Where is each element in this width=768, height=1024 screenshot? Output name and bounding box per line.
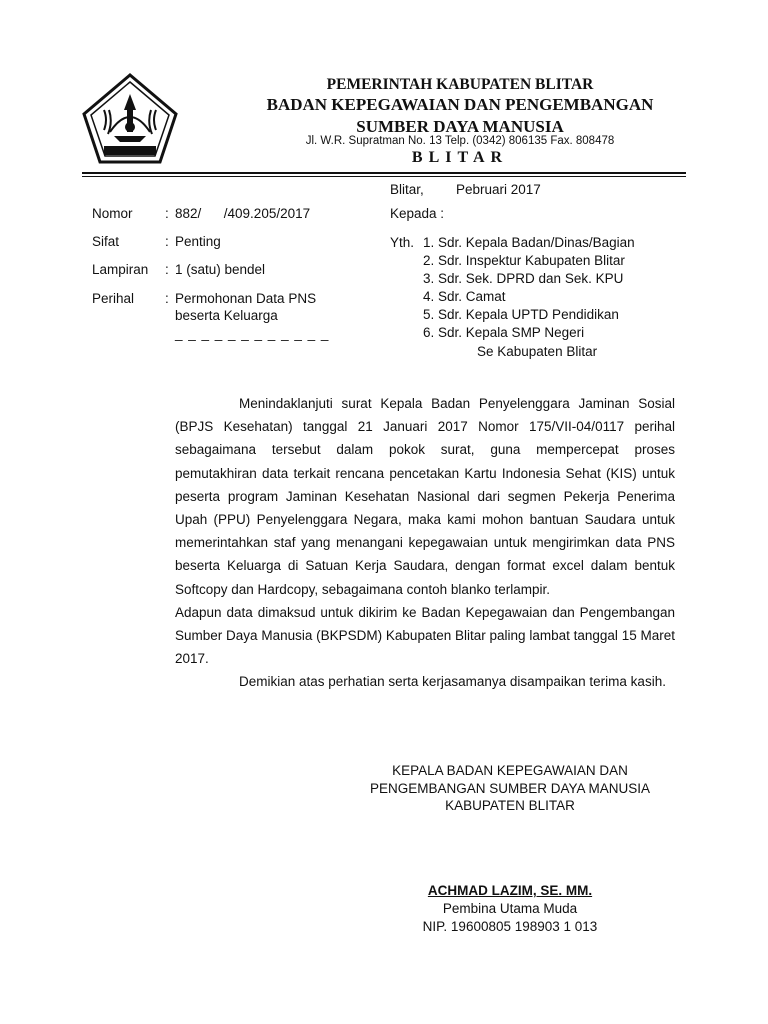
letter-place: Blitar, bbox=[390, 182, 424, 197]
nomor-colon: : bbox=[165, 206, 169, 221]
recipient-scope: Se Kabupaten Blitar bbox=[477, 344, 598, 359]
perihal-colon: : bbox=[165, 291, 169, 306]
letterhead-city: BLITAR bbox=[411, 149, 509, 166]
recipient-item: 5. Sdr. Kepala UPTD Pendidikan bbox=[423, 307, 619, 322]
perihal-underline: _ _ _ _ _ _ _ _ _ _ _ _ bbox=[175, 326, 330, 341]
nomor-value: 882/ /409.205/2017 bbox=[175, 206, 311, 221]
recipient-item: 2. Sdr. Inspektur Kabupaten Blitar bbox=[423, 253, 625, 268]
body-paragraph-3: Demikian atas perhatian serta kerjasamanya disampaikan terima kasih. bbox=[239, 674, 666, 690]
lampiran-value: 1 (satu) bendel bbox=[175, 262, 266, 277]
signatory-nip: NIP. 19600805 198903 1 013 bbox=[422, 919, 598, 934]
signatory-name: ACHMAD LAZIM, SE. MM. bbox=[427, 883, 593, 898]
signatory-rank: Pembina Utama Muda bbox=[442, 901, 578, 916]
letterhead-government: PEMERINTAH KABUPATEN BLITAR bbox=[326, 76, 594, 93]
recipient-item: 1. Sdr. Kepala Badan/Dinas/Bagian bbox=[423, 235, 635, 250]
letter-body bbox=[175, 392, 675, 694]
letterhead-address: Jl. W.R. Supratman No. 13 Telp. (0342) 806135 Fax. 808478 bbox=[305, 135, 615, 147]
kepada-label: Kepada : bbox=[390, 206, 445, 221]
recipient-item: 6. Sdr. Kepala SMP Negeri bbox=[423, 325, 585, 340]
nomor-label: Nomor bbox=[92, 206, 133, 221]
kabupaten-blitar-emblem bbox=[80, 72, 180, 168]
recipient-item: 3. Sdr. Sek. DPRD dan Sek. KPU bbox=[423, 271, 624, 286]
letter-date: Pebruari 2017 bbox=[456, 182, 541, 197]
yth-label: Yth. bbox=[390, 235, 415, 250]
perihal-value-line1: Permohonan Data PNS bbox=[175, 291, 317, 306]
perihal-value-line2: beserta Keluarga bbox=[175, 308, 278, 323]
sifat-colon: : bbox=[165, 234, 169, 249]
body-paragraph-2: Adapun data dimaksud untuk dikirim ke Badan Kepegawaian dan Pengembangan Sumber Daya Manusia (BKPSDM) Kabupaten Blitar paling lambat tanggal 15 Maret 2017. bbox=[175, 604, 675, 667]
body-paragraph-1: Menindaklanjuti surat Kepala Badan Penyelenggara Jaminan Sosial (BPJS Kesehatan) tanggal 21 Januari 2017 Nomor 175/VII-04/0117 perihal sebagaimana tersebut dalam pokok surat, guna mempercepat proses pemutakhiran data terkait rencana pencetakan Kartu Indonesia Sehat (KIS) untuk peserta program Jaminan Kesehatan Nasional dari segmen Pekerja Penerima Upah (PPU) Penyelenggara Negara, maka kami mohon bantuan Saudara untuk memerintahkan staf yang menangani kepegawaian untuk mengirimkan data PNS beserta Keluarga di Satuan Kerja Saudara, dengan format excel dalam bentuk Softcopy dan Hardcopy, sebagaimana contoh blanko terlampir. bbox=[175, 396, 675, 597]
letterhead-rule-thin bbox=[82, 176, 686, 177]
recipient-item: 4. Sdr. Camat bbox=[423, 289, 506, 304]
letterhead-agency-line2: SUMBER DAYA MANUSIA bbox=[356, 117, 564, 136]
sifat-value: Penting bbox=[175, 234, 221, 249]
perihal-label: Perihal bbox=[92, 291, 135, 306]
letterhead-agency-line1: BADAN KEPEGAWAIAN DAN PENGEMBANGAN bbox=[266, 95, 654, 114]
lampiran-label: Lampiran bbox=[92, 262, 149, 277]
signatory-title-line2: PENGEMBANGAN SUMBER DAYA MANUSIA bbox=[369, 781, 651, 796]
letterhead-rule-thick bbox=[82, 172, 686, 174]
sifat-label: Sifat bbox=[92, 234, 120, 249]
signatory-title-line1: KEPALA BADAN KEPEGAWAIAN DAN bbox=[392, 763, 628, 778]
lampiran-colon: : bbox=[165, 262, 169, 277]
signatory-title-line3: KABUPATEN BLITAR bbox=[445, 798, 575, 813]
